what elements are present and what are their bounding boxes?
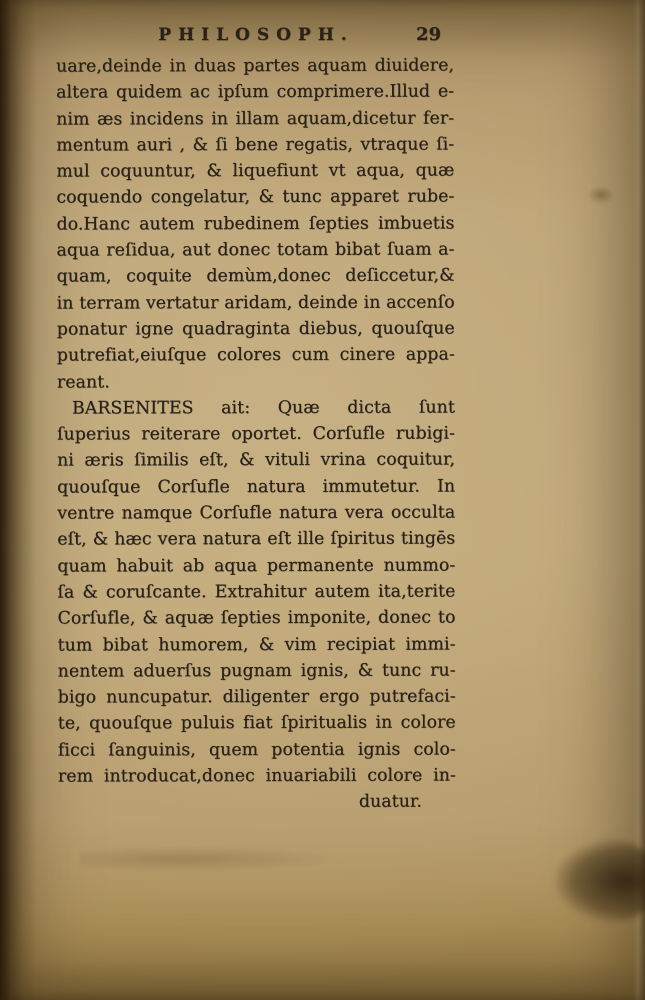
text-line: uare,deinde in duas partes aquam diuidere,: [56, 55, 455, 77]
text-line: ni æris ſimilis eſt, & vituli vrina coquitur,: [57, 449, 456, 471]
text-line: quouſque Corſufle natura immutetur. In: [57, 476, 456, 498]
text-line: ponatur igne quadraginta diebus, quouſque: [56, 318, 455, 340]
text-line: aqua reſidua, aut donec totam bibat ſuam a-: [56, 239, 455, 261]
text-line: putrefiat,eiuſque colores cum cinere appa-: [56, 344, 455, 366]
text-block: [56, 52, 456, 816]
text-line: ficci ſanguinis, quem potentia ignis colo-: [57, 739, 456, 761]
text-line: mentum auri , & ſi bene regatis, vtraque ſi-: [56, 134, 455, 156]
text-line: reant.: [56, 371, 110, 393]
text-line: rem introducat,donec inuariabili colore in-: [57, 765, 456, 787]
text-line: Corſufle, & aquæ ſepties imponite, donec to: [57, 607, 456, 629]
ink-smudge: [555, 838, 645, 924]
spine-shadow: [0, 0, 36, 1000]
stain: [80, 846, 340, 872]
text-line: quam, coquite demùm,donec deſiccetur,&: [56, 265, 455, 287]
text-line: tum bibat humorem, & vim recipiat immi-: [57, 634, 456, 656]
text-line: BARSENITES ait: Quæ dicta ſunt: [71, 397, 455, 419]
text-line: eſt, & hæc vera natura eſt ille ſpiritus tingēs: [57, 528, 456, 550]
text-line: nentem aduerſus pugnam ignis, & tunc ru-: [57, 660, 456, 682]
text-line: te, quouſque puluis fiat ſpiritualis in colore: [57, 712, 456, 734]
text-line: bigo nuncupatur. diligenter ergo putrefaci-: [57, 686, 456, 708]
running-header: PHILOSOPH.: [158, 25, 354, 45]
text-line: duatur.: [358, 791, 422, 813]
text-line: quam habuit ab aqua permanente nummo-: [57, 555, 456, 577]
text-line: ventre namque Corſufle natura vera occulta: [57, 502, 456, 524]
page-number: 29: [415, 24, 441, 45]
text-line: ſa & coruſcante. Extrahitur autem ita,terite: [57, 581, 456, 603]
stain: [588, 186, 614, 204]
text-line: mul coquuntur, & liquefiunt vt aqua, quæ: [56, 160, 455, 182]
text-line: ſuperius reiterare oportet. Corſufle rubigi-: [56, 423, 456, 445]
page-header: [57, 25, 455, 51]
text-line: do.Hanc autem rubedinem ſepties imbuetis: [56, 213, 455, 235]
text-line: altera quidem ac ipſum comprimere.Illud e-: [56, 81, 455, 103]
text-line: nim æs incidens in illam aquam,dicetur fer-: [56, 108, 455, 130]
text-line: in terram vertatur aridam, deinde in accenſo: [56, 292, 455, 314]
text-line: coquendo congelatur, & tunc apparet rube-: [56, 186, 455, 209]
